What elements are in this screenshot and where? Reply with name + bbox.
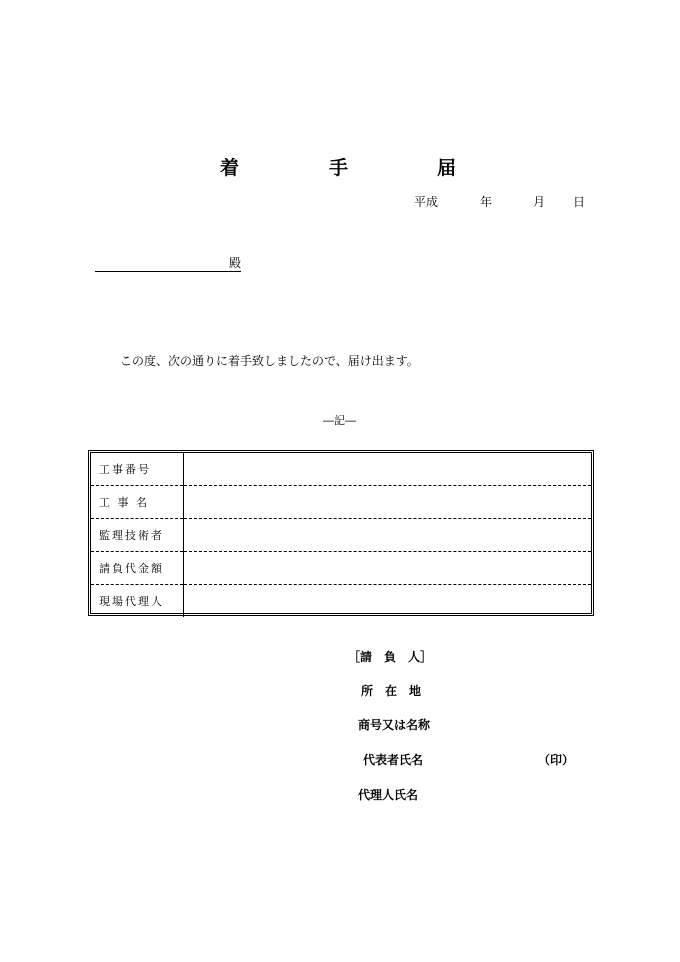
row-label-project-name: 工 事 名	[91, 486, 184, 519]
date-month: 月	[533, 195, 546, 209]
contractor-address-label: 所 在 地	[361, 684, 422, 698]
intro-text: この度、次の通りに着手致しましたので、届け出ます。	[120, 354, 419, 368]
contractor-representative-label: 代表者氏名	[363, 753, 424, 767]
contractor-company-label: 商号又は名称	[358, 718, 431, 732]
date-day: 日	[573, 195, 586, 209]
ki-heading: ―記―	[323, 414, 356, 427]
title-char-1: 着	[220, 157, 240, 179]
table-row	[91, 453, 591, 486]
title-char-2: 手	[329, 157, 349, 179]
table-row	[91, 519, 591, 552]
row-label-supervising-engineer: 監理技術者	[91, 519, 184, 552]
date-year: 年	[480, 195, 493, 209]
seal-mark: （印）	[538, 753, 575, 767]
date-era: 平成	[414, 195, 439, 209]
row-label-site-agent: 現場代理人	[91, 585, 184, 618]
row-value-project-number[interactable]	[184, 453, 592, 486]
row-value-project-name[interactable]	[184, 486, 592, 519]
addressee-suffix: 殿	[228, 256, 241, 270]
table-row	[91, 486, 591, 519]
row-label-contract-amount: 請負代金額	[91, 552, 184, 585]
row-label-project-number: 工事番号	[91, 453, 184, 486]
row-value-supervising-engineer[interactable]	[184, 519, 592, 552]
contractor-agent-label: 代理人氏名	[358, 788, 419, 802]
row-value-site-agent[interactable]	[184, 585, 592, 618]
row-value-contract-amount[interactable]	[184, 552, 592, 585]
table-row	[91, 552, 591, 585]
info-table	[88, 450, 594, 616]
addressee-line[interactable]	[95, 256, 241, 272]
contractor-heading: ［請 負 人］	[348, 650, 433, 664]
title-char-3: 届	[437, 157, 457, 179]
table-row	[91, 585, 591, 618]
